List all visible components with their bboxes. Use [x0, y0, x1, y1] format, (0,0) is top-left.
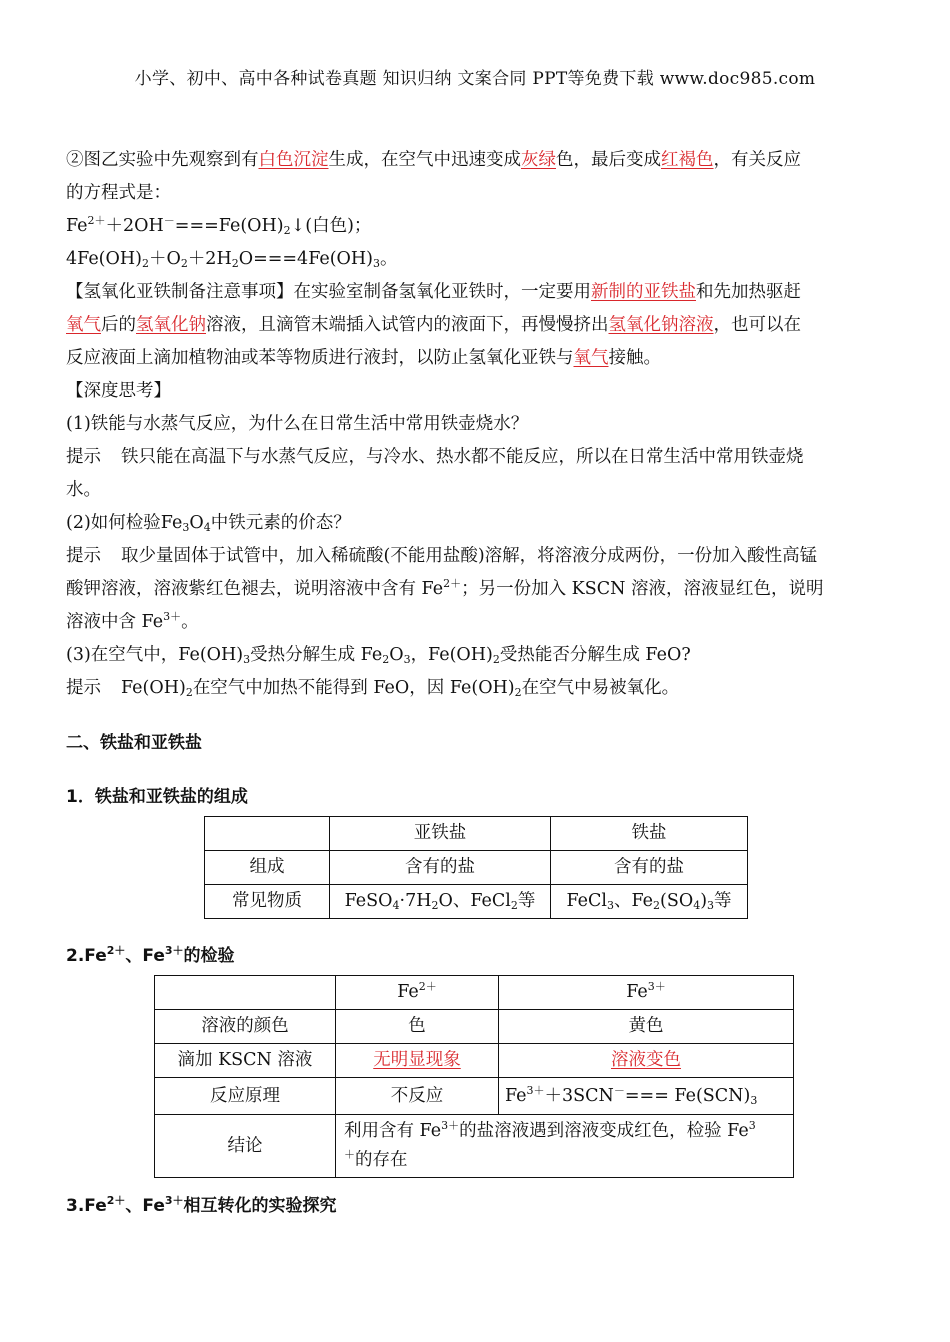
subsection-3-heading: $3.Fe^{2+}$、$Fe^{3+}$相互转化的实验探究	[66, 1194, 337, 1216]
table-row	[205, 885, 748, 919]
table-cell: 含有的盐	[330, 851, 551, 885]
table-cell: FeCl$_3$、$Fe_2(SO_4)_3$等	[551, 885, 748, 919]
answer-blank: 氢氧化钠	[136, 315, 206, 335]
table-cell: $Fe^{3+}+3SCN^-=== Fe(SCN)_3$	[499, 1078, 794, 1115]
table-cell: $FeSO_4\cdot 7H_2O$、FeCl$_2$等	[330, 885, 551, 919]
table-row	[205, 817, 748, 851]
answer-blank: 无明显现象	[373, 1050, 461, 1070]
answer-blank: 新制的亚铁盐	[591, 282, 696, 302]
ion-test-table	[154, 975, 794, 1178]
table-cell: 溶液的颜色	[155, 1010, 336, 1044]
document-body	[66, 144, 886, 1223]
table-cell: 不反应	[336, 1078, 499, 1115]
salt-composition-table	[204, 816, 748, 919]
table-cell: 反应原理	[155, 1078, 336, 1115]
table-row	[155, 976, 794, 1010]
deep-thinking-title: 【深度思考】	[66, 381, 171, 401]
table-cell: 黄色	[499, 1010, 794, 1044]
answer-blank: 红褐色	[661, 150, 714, 170]
hint-1: 提示 铁只能在高温下与水蒸气反应，与冷水、热水都不能反应，所以在日常生活中常用铁壶烧 水。	[66, 447, 804, 500]
answer-blank: 氢氧化钠溶液	[608, 315, 714, 335]
paragraph-preparation-notes: 【氢氧化亚铁制备注意事项】在实验室制备氢氧化亚铁时，一定要用新制的亚铁盐和先加热驱赶 氧气后的氢氧化钠溶液，且滴管末端插入试管内的液面下，再慢慢挤出氢氧化钠溶液，也可以在 反应液面上滴加植物油或苯等物质进行液封，以防止氢氧化亚铁与氧气接触。	[66, 282, 801, 368]
table-cell: $Fe^{3+}$	[499, 976, 794, 1010]
table-cell: 亚铁盐	[330, 817, 551, 851]
table-cell: 利用含有 $Fe^{3+}$的盐溶液遇到溶液变成红色，检验 Fe$^3$ ＋的存在	[336, 1115, 794, 1178]
equation-1: $Fe^{2+}+2OH^-===Fe(OH)_2↓$(白色)；	[66, 214, 372, 237]
table-cell	[336, 1044, 499, 1078]
table-cell: 结论	[155, 1115, 336, 1178]
table-cell: 组成	[205, 851, 330, 885]
question-1: (1)铁能与水蒸气反应，为什么在日常生活中常用铁壶烧水？	[66, 414, 529, 434]
table-row	[155, 1078, 794, 1115]
table-cell: 含有的盐	[551, 851, 748, 885]
equation-2: $4Fe(OH)_2+O_2+2H_2O===4Fe(OH)_3$。	[66, 249, 398, 270]
answer-blank: 氧气	[573, 348, 609, 368]
answer-blank: 白色沉淀	[258, 150, 329, 170]
page-header: 小学、初中、高中各种试卷真题 知识归纳 文案合同 PPT等免费下载 www.doc985.com	[134, 69, 816, 89]
table-row	[155, 1044, 794, 1078]
answer-blank: 灰绿	[521, 150, 556, 170]
table-row	[155, 1010, 794, 1044]
paragraph-observation: ②图乙实验中先观察到有白色沉淀生成，在空气中迅速变成灰绿色，最后变成红褐色，有关反应 的方程式是：	[66, 150, 801, 203]
answer-blank: 溶液变色	[611, 1050, 681, 1070]
table-row	[205, 851, 748, 885]
subsection-2-heading: $2.Fe^{2+}$、$Fe^{3+}$的检验	[66, 944, 235, 966]
table-cell	[205, 817, 330, 851]
table-cell: 滴加 KSCN 溶液	[155, 1044, 336, 1078]
question-2: (2)如何检验$Fe_3O_4$中铁元素的价态？	[66, 513, 351, 534]
table-row	[155, 1115, 794, 1178]
subsection-1-heading: 1．铁盐和亚铁盐的组成	[66, 787, 248, 807]
section-2-heading: 二、铁盐和亚铁盐	[66, 733, 202, 753]
answer-blank: 氧气	[66, 315, 101, 335]
table-cell	[499, 1044, 794, 1078]
question-3: (3)在空气中，$Fe(OH)_3$受热分解生成 $Fe_2O_3$，$Fe(OH)_2$受热能否分解生成 FeO?	[66, 645, 691, 666]
table-cell: 铁盐	[551, 817, 748, 851]
table-cell: 常见物质	[205, 885, 330, 919]
table-cell: $Fe^{2+}$	[336, 976, 499, 1010]
hint-2: 提示 取少量固体于试管中，加入稀硫酸(不能用盐酸)溶解，将溶液分成两份，一份加入酸性高锰 酸钾溶液，溶液紫红色褪去，说明溶液中含有 $Fe^{2+}$；另一份加入 KSCN 溶液，溶液显红色，说明 溶液中含 $Fe^{3+}$。	[66, 546, 824, 632]
table-cell	[155, 976, 336, 1010]
table-cell: 色	[336, 1010, 499, 1044]
hint-3: 提示 $Fe(OH)_2$在空气中加热不能得到 FeO，因 $Fe(OH)_2$在空气中易被氧化。	[66, 678, 680, 699]
